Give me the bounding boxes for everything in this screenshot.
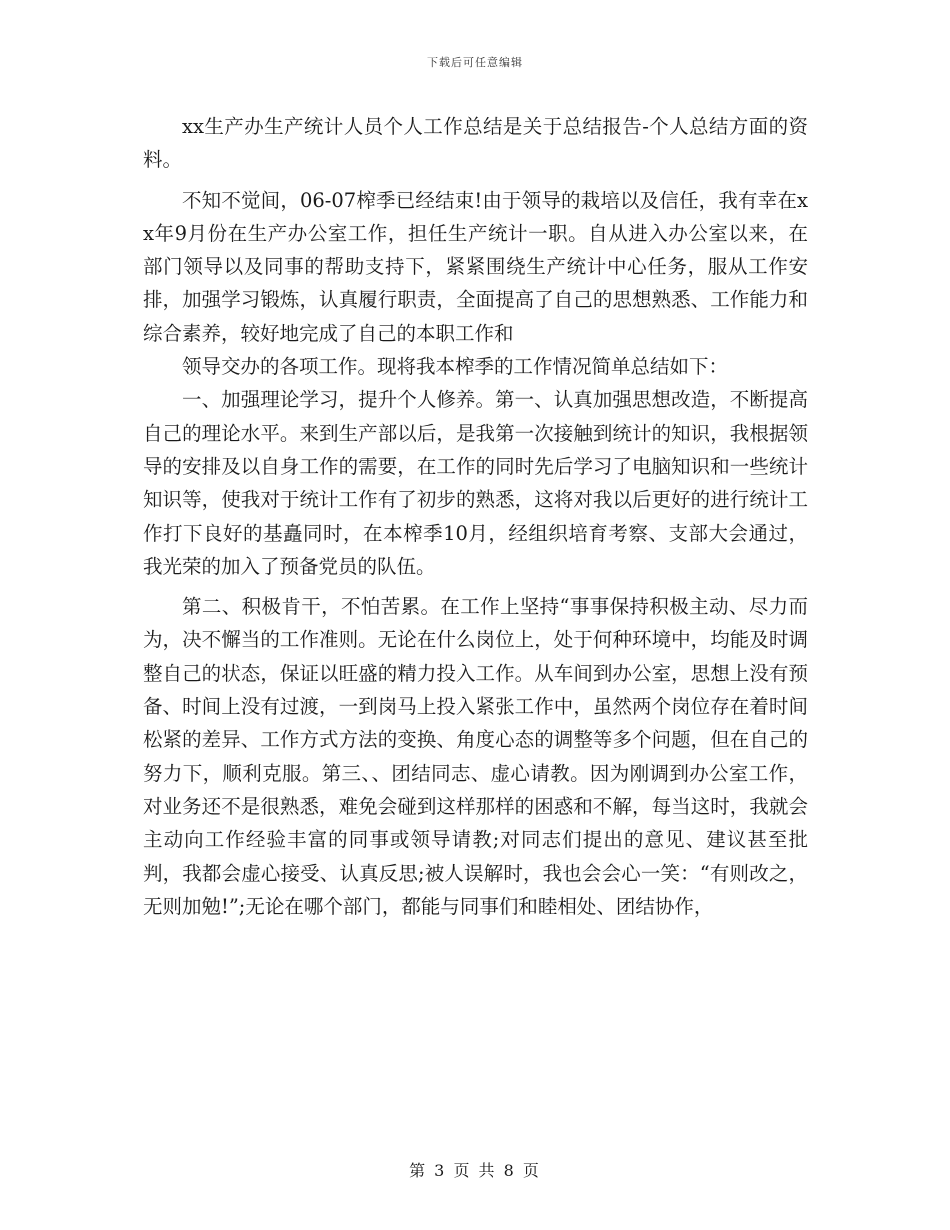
page-number: 第 3 页 共 8 页 <box>409 1161 541 1180</box>
paragraph-opening: 不知不觉间，06-07榨季已经结束!由于领导的栽培以及信任，我有幸在xx年9月份在生产办公室工作，担任生产统计一职。自从进入办公室以来，在部门领导以及同事的帮助支持下，紧紧围绕生产统计中心任务，服从工作安排，加强学习锻炼，认真履行职责，全面提高了自己的思想熟悉、工作能力和综合素养，较好地完成了自己的本职工作和 <box>143 188 808 345</box>
paragraph-intro: xx生产办生产统计人员个人工作总结是关于总结报告-个人总结方面的资料。 <box>143 115 808 172</box>
paragraph-summary-lead: 领导交办的各项工作。现将我本榨季的工作情况简单总结如下： <box>182 355 729 379</box>
paragraph-section-one: 一、加强理论学习，提升个人修养。第一、认真加强思想改造，不断提高自己的理论水平。来到生产部以后，是我第一次接触到统计的知识，我根据领导的安排及以自身工作的需要，在工作的同时先后学习了电脑知识和一些统计知识等，使我对于统计工作有了初步的熟悉，这将对我以后更好的进行统计工作打下良好的基矗同时，在本榨季10月，经组织培育考察、支部大会通过，我光荣的加入了预备党员的队伍。 <box>143 388 808 578</box>
page-header: 下载后可任意编辑 <box>427 56 523 69</box>
document-body <box>143 110 808 923</box>
paragraph-section-two: 第二、积极肯干，不怕苦累。在工作上坚持“事事保持积极主动、尽力而为，决不懈当的工作准则。无论在什么岗位上，处于何种环境中，均能及时调整自己的状态，保证以旺盛的精力投入工作。从车间到办公室，思想上没有预备、时间上没有过渡，一到岗马上投入紧张工作中，虽然两个岗位存在着时间松紧的差异、工作方式方法的变换、角度心态的调整等多个问题，但在自己的努力下，顺利克服。第三、、团结同志、虚心请教。因为刚调到办公室工作，对业务还不是很熟悉，难免会碰到这样那样的困惑和不解，每当这时，我就会主动向工作经验丰富的同事或领导请教;对同志们提出的意见、建议甚至批判，我都会虚心接受、认真反思;被人误解时，我也会会心一笑：“有则改之，无则加勉!”;无论在哪个部门，都能与同事们和睦相处、团结协作， <box>143 595 808 918</box>
